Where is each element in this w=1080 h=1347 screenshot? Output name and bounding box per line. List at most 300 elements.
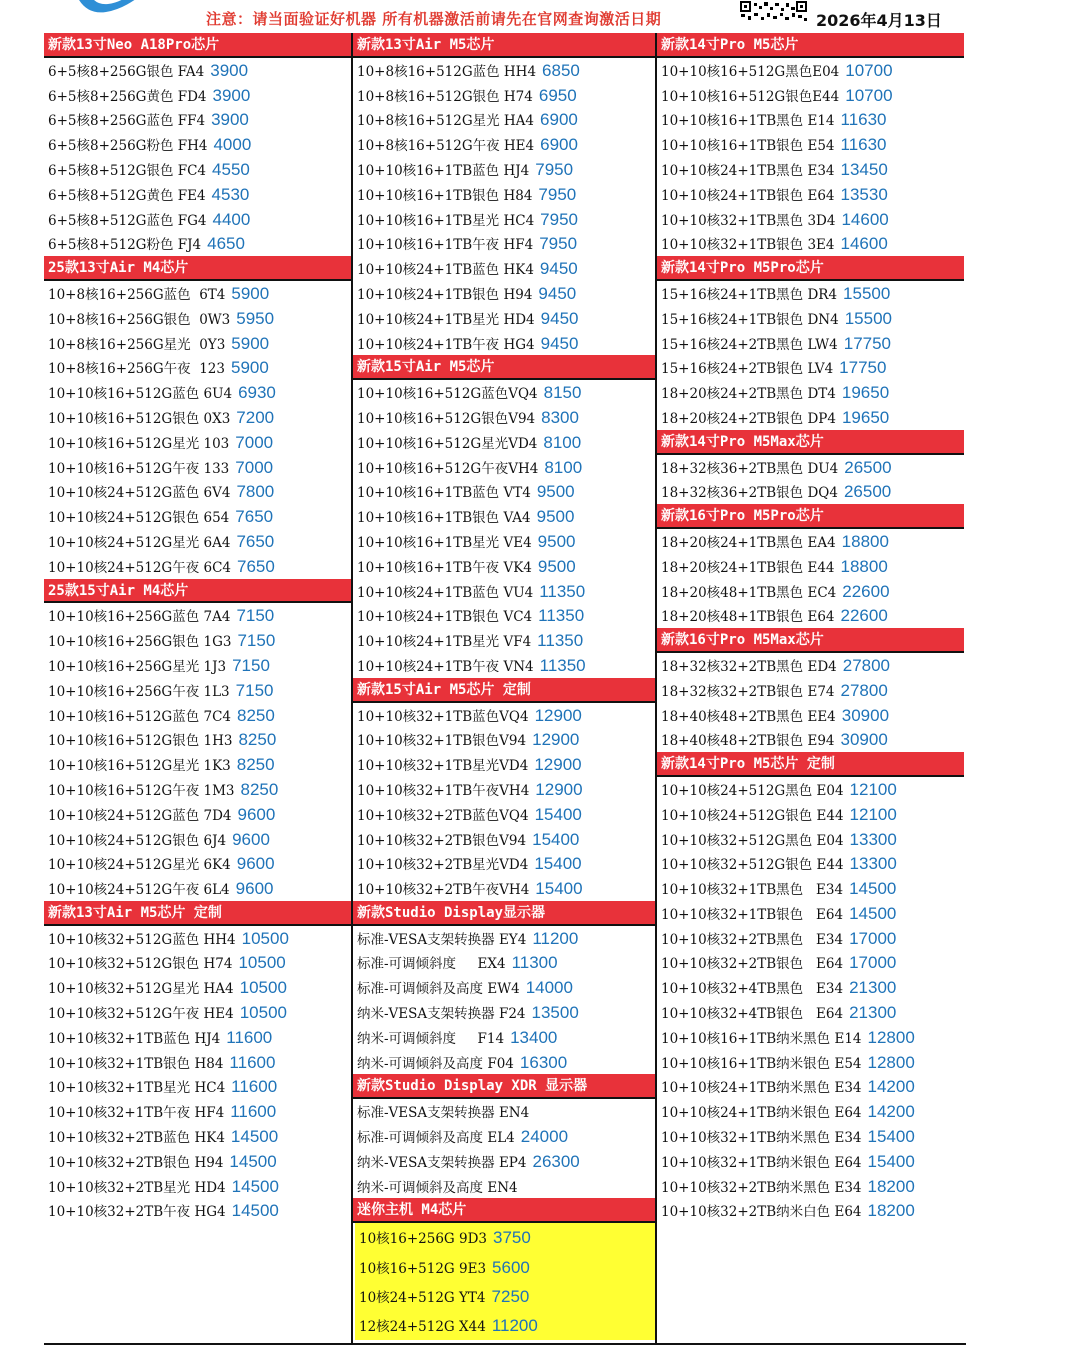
model-spec: 10+10核16+256G午夜 1L3 [48, 683, 230, 700]
model-spec: 10+10核16+512G银色 0X3 [48, 410, 231, 427]
section-header: 新款Studio Display XDR 显示器 [353, 1074, 655, 1099]
model-spec: 10+10核16+256G星光 1J3 [48, 658, 227, 675]
section-header: 25款15寸Air M4芯片 [44, 579, 351, 604]
model-spec: 10+8核16+512G银色 H74 [357, 88, 533, 105]
price-row [657, 479, 964, 504]
model-spec: 10+10核24+512G蓝色 6V4 [48, 485, 231, 502]
price-row [44, 876, 351, 901]
price-value: 8250 [240, 779, 279, 799]
model-spec: 10+10核32+512G午夜 HE4 [48, 1006, 234, 1023]
price-grid [44, 33, 966, 1345]
model-spec: 10+10核24+512G午夜 6L4 [48, 882, 230, 899]
model-spec: 10+10核32+2TB黑色 E34 [661, 931, 844, 948]
price-value: 3900 [210, 60, 249, 80]
price-value: 12800 [867, 1052, 915, 1072]
price-value: 9500 [536, 482, 575, 502]
price-row [353, 950, 655, 975]
price-value: 11350 [537, 631, 584, 651]
model-spec: 10+10核32+2TB银色 E64 [661, 956, 844, 973]
price-row [355, 1223, 655, 1252]
price-value: 3900 [212, 85, 251, 105]
price-row [353, 504, 655, 529]
price-row [44, 777, 351, 802]
price-row [44, 1174, 351, 1199]
price-row [44, 132, 351, 157]
price-row [353, 628, 655, 653]
price-row [353, 603, 655, 628]
price-row [44, 1124, 351, 1149]
price-value: 16300 [519, 1052, 568, 1072]
price-row [353, 752, 655, 777]
price-value: 10500 [241, 928, 289, 948]
price-value: 15400 [532, 829, 580, 849]
section-header: 新款15寸Air M5芯片 [353, 355, 655, 380]
price-row [657, 1198, 964, 1223]
price-row [44, 975, 351, 1000]
model-spec: 10+10核24+512G黑色 E04 [661, 782, 844, 799]
section-header: 新款14寸Pro M5芯片 [657, 33, 964, 58]
model-spec: 10+10核32+1TB银色 E64 [661, 906, 844, 923]
model-spec: 10+10核24+1TB午夜 HG4 [357, 336, 535, 353]
model-spec: 10+10核16+1TB蓝色 HJ4 [357, 162, 530, 179]
price-value: 13450 [840, 159, 888, 179]
price-value: 4000 [213, 135, 252, 155]
price-row [657, 827, 964, 852]
model-spec: 10+10核16+512G午夜 133 [48, 460, 230, 477]
price-row [353, 107, 655, 132]
price-value: 14500 [231, 1201, 279, 1221]
price-value: 7000 [235, 432, 274, 452]
price-value: 11350 [538, 606, 585, 626]
price-row [657, 132, 964, 157]
model-spec: 10+8核16+512G星光 HA4 [357, 113, 535, 130]
price-row [44, 504, 351, 529]
price-row [657, 876, 964, 901]
price-row [353, 58, 655, 83]
price-row [44, 1000, 351, 1025]
price-value: 8250 [236, 755, 275, 775]
model-spec: 6+5核8+512G粉色 FJ4 [48, 237, 202, 254]
price-row [353, 876, 655, 901]
model-spec: 10+10核32+512G星光 HA4 [48, 981, 234, 998]
price-row [657, 1124, 964, 1149]
model-spec: 标准-可调倾斜度 EX4 [357, 956, 506, 973]
model-spec: 10+10核24+1TB银色 VC4 [357, 609, 533, 626]
price-row [657, 950, 964, 975]
price-row [353, 83, 655, 108]
price-value: 7150 [232, 655, 270, 675]
model-spec: 18+20核24+2TB黑色 DT4 [661, 386, 836, 403]
model-spec: 18+20核48+1TB黑色 EC4 [661, 584, 837, 601]
model-spec: 10+10核32+1TB午夜 HF4 [48, 1105, 225, 1122]
price-row [44, 1099, 351, 1124]
price-row [353, 1124, 655, 1149]
model-spec: 10+10核32+2TB午夜 HG4 [48, 1204, 226, 1221]
price-value: 10500 [238, 953, 286, 973]
price-value: 14200 [867, 1077, 915, 1097]
model-spec: 10+10核16+512G黑色E04 [661, 63, 840, 80]
price-value: 27800 [842, 655, 891, 675]
price-value: 11350 [539, 655, 586, 675]
price-value: 13300 [849, 854, 897, 874]
model-spec: 6+5核8+256G黄色 FD4 [48, 88, 207, 105]
section-header: 新款16寸Pro M5Pro芯片 [657, 504, 964, 529]
model-spec: 10+10核24+512G银色 E44 [661, 807, 844, 824]
price-row [44, 455, 351, 480]
price-value: 14200 [867, 1102, 915, 1122]
model-spec: 18+20核24+2TB银色 DP4 [661, 410, 836, 427]
price-row [353, 1174, 655, 1199]
price-row [657, 1099, 964, 1124]
price-row [353, 430, 655, 455]
model-spec: 纳米-可调倾斜度 F14 [357, 1030, 505, 1047]
model-spec: 10+10核16+512G午夜 1M3 [48, 782, 235, 799]
model-spec: 纳米-VESA支架转换器 EP4 [357, 1154, 527, 1171]
price-row [44, 380, 351, 405]
model-spec: 10+10核24+1TB银色 E64 [661, 187, 835, 204]
price-value: 22600 [842, 581, 890, 601]
section-header: 新款13寸Air M5芯片 定制 [44, 901, 351, 926]
price-row [44, 752, 351, 777]
price-value: 10700 [845, 60, 893, 80]
price-row [657, 901, 964, 926]
model-spec: 10+10核32+1TB纳米银色 E64 [661, 1154, 862, 1171]
model-spec: 18+32核32+2TB银色 E74 [661, 683, 835, 700]
model-spec: 10+10核32+2TB银色 H94 [48, 1154, 224, 1171]
price-row [44, 802, 351, 827]
price-value: 15400 [534, 854, 582, 874]
model-spec: 10+10核24+1TB星光 HD4 [357, 311, 535, 328]
model-spec: 10+10核16+512G蓝色VQ4 [357, 386, 538, 403]
price-value: 17000 [849, 928, 897, 948]
model-spec: 18+32核36+2TB银色 DQ4 [661, 485, 838, 502]
price-value: 4400 [212, 209, 251, 229]
section-header: 新款16寸Pro M5Max芯片 [657, 628, 964, 653]
price-value: 8100 [544, 457, 583, 477]
price-value: 14600 [840, 234, 888, 254]
price-row [657, 529, 964, 554]
section-header: 新款13寸Neo A18Pro芯片 [44, 33, 351, 58]
price-value: 17000 [849, 953, 897, 973]
price-value: 11630 [840, 135, 887, 155]
price-row [44, 479, 351, 504]
section-header: 迷你主机 M4芯片 [353, 1198, 655, 1223]
price-value: 5900 [230, 358, 269, 378]
model-spec: 10+10核24+1TB纳米银色 E64 [661, 1105, 862, 1122]
price-row [657, 182, 964, 207]
price-value: 12100 [849, 804, 897, 824]
brand-logo-icon [66, 0, 166, 22]
column-3 [657, 33, 964, 1345]
model-spec: 10+10核32+2TB午夜VH4 [357, 882, 530, 899]
price-value: 17750 [843, 333, 892, 353]
model-spec: 10+8核16+512G午夜 HE4 [357, 138, 535, 155]
price-value: 7950 [535, 159, 574, 179]
model-spec: 6+5核8+512G黄色 FE4 [48, 187, 206, 204]
model-spec: 10+10核24+1TB银色 H94 [357, 286, 533, 303]
price-row [44, 1149, 351, 1174]
price-row [657, 653, 964, 678]
price-value: 7650 [236, 531, 275, 551]
price-row [657, 306, 964, 331]
price-row [44, 950, 351, 975]
price-value: 15500 [843, 283, 891, 303]
model-spec: 10+10核16+1TB银色 VA4 [357, 510, 531, 527]
price-row [353, 256, 655, 281]
price-row [353, 653, 655, 678]
price-value: 11200 [491, 1316, 538, 1336]
price-value: 7950 [539, 234, 578, 254]
price-value: 19650 [841, 383, 890, 403]
model-spec: 10核16+256G 9D3 [359, 1231, 488, 1248]
price-value: 12100 [849, 779, 897, 799]
price-value: 13530 [840, 184, 888, 204]
price-value: 9500 [537, 531, 576, 551]
price-value: 17750 [839, 358, 887, 378]
model-spec: 18+32核32+2TB黑色 ED4 [661, 658, 837, 675]
price-value: 11600 [231, 1077, 278, 1097]
price-value: 15400 [867, 1151, 915, 1171]
price-value: 4650 [207, 234, 245, 254]
price-row [657, 975, 964, 1000]
price-value: 6950 [538, 85, 577, 105]
model-spec: 18+40核48+2TB银色 E94 [661, 733, 835, 750]
price-value: 7150 [236, 606, 275, 626]
price-value: 9450 [540, 308, 579, 328]
price-row [657, 678, 964, 703]
price-row [353, 281, 655, 306]
price-value: 5900 [231, 333, 270, 353]
model-spec: 10+10核16+512G星光 103 [48, 435, 230, 452]
section-header: 新款13寸Air M5芯片 [353, 33, 655, 58]
model-spec: 10+10核32+512G蓝色 HH4 [48, 931, 236, 948]
price-value: 4550 [212, 159, 250, 179]
model-spec: 10+10核16+1TB银色 E54 [661, 138, 835, 155]
column-2 [351, 33, 657, 1345]
price-value: 9500 [536, 507, 575, 527]
price-row [353, 827, 655, 852]
model-spec: 10+10核16+1TB银色 H84 [357, 187, 533, 204]
price-value: 19650 [841, 407, 890, 427]
price-row [44, 107, 351, 132]
model-spec: 10核24+512G YT4 [359, 1289, 486, 1306]
price-row [355, 1253, 655, 1282]
price-row [44, 529, 351, 554]
model-spec: 标准-VESA支架转换器 EN4 [357, 1105, 530, 1122]
price-value: 12800 [867, 1027, 915, 1047]
model-spec: 6+5核8+256G银色 FA4 [48, 63, 205, 80]
price-row [657, 802, 964, 827]
model-spec: 15+16核24+2TB黑色 LW4 [661, 336, 838, 353]
model-spec: 6+5核8+256G粉色 FH4 [48, 138, 208, 155]
price-row [657, 83, 964, 108]
model-spec: 10+10核32+1TB星光 HC4 [48, 1080, 226, 1097]
price-row [353, 1050, 655, 1075]
model-spec: 10+8核16+256G午夜 123 [48, 361, 225, 378]
model-spec: 10+10核32+512G黑色 E04 [661, 832, 844, 849]
price-value: 12900 [534, 755, 582, 775]
price-value: 8150 [543, 383, 582, 403]
price-value: 24000 [520, 1127, 569, 1147]
model-spec: 10+10核16+512G蓝色 6U4 [48, 386, 233, 403]
model-spec: 纳米-VESA支架转换器 F24 [357, 1006, 526, 1023]
model-spec: 10+10核32+2TB蓝色 HK4 [48, 1130, 225, 1147]
model-spec: 10+10核32+1TB黑色 3D4 [661, 212, 836, 229]
price-value: 9450 [539, 259, 578, 279]
price-row [44, 628, 351, 653]
model-spec: 10+10核32+1TB午夜VH4 [357, 782, 530, 799]
price-row [44, 83, 351, 108]
price-value: 21300 [849, 1003, 897, 1023]
model-spec: 10+8核16+256G星光 0Y3 [48, 336, 226, 353]
price-row [657, 1174, 964, 1199]
model-spec: 10+10核16+1TB黑色 E14 [661, 113, 835, 130]
model-spec: 10+10核24+1TB午夜 VN4 [357, 658, 534, 675]
price-value: 9500 [537, 556, 576, 576]
price-value: 12900 [532, 730, 580, 750]
model-spec: 10+10核24+512G银色 6J4 [48, 832, 227, 849]
model-spec: 10+10核16+1TB蓝色 VT4 [357, 485, 531, 502]
price-row [353, 975, 655, 1000]
price-value: 9600 [235, 879, 274, 899]
model-spec: 10+10核32+512G银色 E44 [661, 857, 844, 874]
price-value: 7200 [236, 407, 275, 427]
price-row [353, 926, 655, 951]
model-spec: 10+10核32+1TB纳米黑色 E34 [661, 1130, 862, 1147]
bottom-divider [44, 1343, 966, 1345]
price-row [657, 1074, 964, 1099]
price-value: 8300 [541, 407, 579, 427]
price-value: 7150 [235, 680, 274, 700]
model-spec: 10+10核32+1TB银色 3E4 [661, 237, 835, 254]
price-value: 8250 [238, 730, 277, 750]
price-row [353, 1025, 655, 1050]
model-spec: 10+8核16+256G银色 0W3 [48, 311, 231, 328]
price-value: 18800 [841, 531, 889, 551]
model-spec: 标准-可调倾斜及高度 EL4 [357, 1130, 515, 1147]
price-value: 14500 [230, 1127, 279, 1147]
model-spec: 10+10核16+512G银色 1H3 [48, 733, 233, 750]
notice-text: 注意：请当面验证好机器 所有机器激活前请先在官网查询激活日期 [206, 10, 662, 28]
price-row [353, 1099, 655, 1124]
model-spec: 10+10核16+512G星光VD4 [357, 435, 538, 452]
price-row [44, 331, 351, 356]
price-row [353, 405, 655, 430]
model-spec: 10+10核24+512G星光 6K4 [48, 857, 231, 874]
section-header: 新款14寸Pro M5Max芯片 [657, 430, 964, 455]
price-value: 11350 [539, 581, 586, 601]
price-row [353, 306, 655, 331]
model-spec: 10+10核24+1TB蓝色 HK4 [357, 262, 534, 279]
price-row [353, 802, 655, 827]
price-row [353, 529, 655, 554]
price-row [355, 1311, 655, 1340]
price-value: 15400 [535, 879, 583, 899]
model-spec: 10+10核16+1TB午夜 VK4 [357, 559, 532, 576]
price-value: 11600 [226, 1027, 273, 1047]
price-value: 6850 [542, 60, 580, 80]
model-spec: 18+32核36+2TB黑色 DU4 [661, 460, 839, 477]
price-row [353, 1000, 655, 1025]
model-spec: 10+10核24+512G星光 6A4 [48, 534, 231, 551]
model-spec: 10+10核32+1TB黑色 E34 [661, 882, 844, 899]
price-row [353, 1149, 655, 1174]
model-spec: 10+10核32+4TB黑色 E34 [661, 981, 844, 998]
price-row [353, 579, 655, 604]
price-value: 10500 [239, 978, 287, 998]
price-value: 3900 [211, 110, 249, 130]
price-row [44, 827, 351, 852]
price-value: 10500 [239, 1003, 287, 1023]
price-row [44, 355, 351, 380]
model-spec: 10+10核24+1TB纳米黑色 E34 [661, 1080, 862, 1097]
price-row [44, 1050, 351, 1075]
price-value: 26500 [843, 482, 892, 502]
price-value: 11300 [511, 953, 558, 973]
price-value: 13400 [510, 1027, 558, 1047]
price-value: 18800 [840, 556, 888, 576]
model-spec: 10+10核16+512G星光 1K3 [48, 758, 231, 775]
price-value: 14500 [849, 903, 897, 923]
section-header: 新款15寸Air M5芯片 定制 [353, 678, 655, 703]
price-row [44, 678, 351, 703]
model-spec: 6+5核8+512G银色 FC4 [48, 162, 207, 179]
top-bar [0, 0, 1080, 34]
price-value: 6900 [540, 110, 578, 130]
price-value: 14500 [849, 879, 897, 899]
price-value: 5900 [231, 283, 270, 303]
price-row [657, 1050, 964, 1075]
price-value: 14600 [841, 209, 889, 229]
model-spec: 18+20核48+1TB银色 E64 [661, 609, 835, 626]
section-header: 新款14寸Pro M5Pro芯片 [657, 256, 964, 281]
price-value: 18200 [867, 1176, 915, 1196]
price-row [657, 231, 964, 256]
model-spec: 10+10核32+4TB银色 E64 [661, 1006, 844, 1023]
price-row [355, 1282, 655, 1311]
price-row [657, 107, 964, 132]
price-value: 22600 [840, 606, 888, 626]
model-spec: 标准-可调倾斜及高度 EW4 [357, 981, 520, 998]
model-spec: 10+10核24+1TB黑色 E34 [661, 162, 835, 179]
price-value: 7150 [237, 631, 276, 651]
model-spec: 10+10核16+1TB星光 VE4 [357, 534, 532, 551]
price-row [657, 207, 964, 232]
section-header: 25款13寸Air M4芯片 [44, 256, 351, 281]
model-spec: 10+8核16+512G蓝色 HH4 [357, 63, 537, 80]
model-spec: 10核16+512G 9E3 [359, 1260, 487, 1277]
model-spec: 15+16核24+1TB黑色 DR4 [661, 286, 838, 303]
price-row [353, 455, 655, 480]
price-row [44, 157, 351, 182]
price-row [44, 926, 351, 951]
price-value: 11630 [840, 110, 887, 130]
price-row [657, 380, 964, 405]
price-row [353, 703, 655, 728]
price-value: 9600 [232, 829, 270, 849]
price-value: 7000 [235, 457, 274, 477]
model-spec: 10+10核16+1TB纳米银色 E54 [661, 1055, 862, 1072]
price-value: 7950 [538, 184, 577, 204]
model-spec: 18+40核48+2TB黑色 EE4 [661, 708, 836, 725]
price-value: 18200 [867, 1201, 915, 1221]
price-value: 15400 [867, 1127, 915, 1147]
model-spec: 10+10核24+512G蓝色 7D4 [48, 807, 232, 824]
price-value: 5600 [492, 1257, 530, 1277]
model-spec: 10+10核16+512G蓝色 7C4 [48, 708, 232, 725]
price-row [657, 157, 964, 182]
price-row [44, 653, 351, 678]
